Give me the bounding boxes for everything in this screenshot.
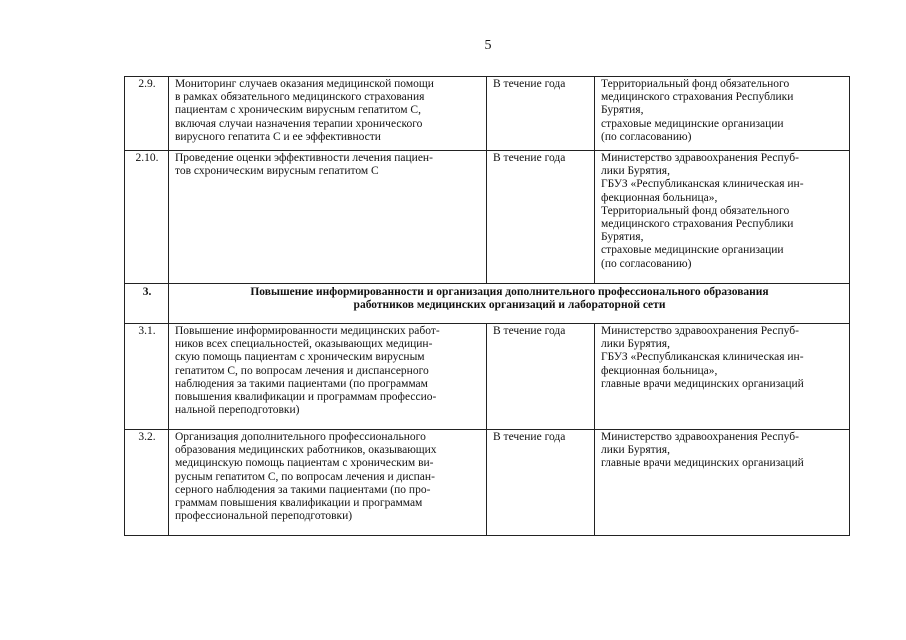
- item-responsible: Министерство здравоохранения Респуб- лики Бурятия, ГБУЗ «Республиканская клиническая ин- фекционная больница», главные врачи медицинских организаций: [595, 324, 850, 430]
- item-responsible: Министерство здравоохранения Респуб- лики Бурятия, главные врачи медицинских организаций: [595, 430, 850, 536]
- table-row: [125, 430, 850, 536]
- item-number: 2.9.: [125, 77, 169, 151]
- table-row: [125, 77, 850, 151]
- item-term: В течение года: [487, 151, 595, 284]
- section-header-row: [125, 284, 850, 324]
- item-action: Организация дополнительного профессионального образования медицинских работников, оказывающих медицинскую помощь пациентам с хроническим ви- русным гепатитом С, по вопросам лечения и диспан- серного наблюдения за такими пациентами (по про- граммам повышения квалификации и программам профессиональной переподготовки): [169, 430, 487, 536]
- item-action: Мониторинг случаев оказания медицинской помощи в рамках обязательного медицинского страхования пациентам с хроническим вирусным гепатитом С, включая случаи назначения терапии хронического вирусного гепатита С и ее эффективности: [169, 77, 487, 151]
- item-number: 2.10.: [125, 151, 169, 284]
- item-number: 3.1.: [125, 324, 169, 430]
- item-term: В течение года: [487, 430, 595, 536]
- section-number: 3.: [125, 284, 169, 324]
- action-plan-table: [124, 76, 850, 536]
- item-action: Повышение информированности медицинских работ- ников всех специальностей, оказывающих медицин- скую помощь пациентам с хроническим вирусным гепатитом С, по вопросам лечения и диспансерного наблюдения за такими пациентами (по программам повышения квалификации и программам профессио- нальной переподготовки): [169, 324, 487, 430]
- section-title: Повышение информированности и организация дополнительного профессионального образования работников медицинских организаций и лабораторной сети: [169, 284, 850, 324]
- item-term: В течение года: [487, 324, 595, 430]
- item-number: 3.2.: [125, 430, 169, 536]
- item-responsible: Территориальный фонд обязательного медицинского страхования Республики Бурятия, страховые медицинские организации (по согласованию): [595, 77, 850, 151]
- item-responsible: Министерство здравоохранения Респуб- лики Бурятия, ГБУЗ «Республиканская клиническая ин- фекционная больница», Территориальный фонд обязательного медицинского страхования Республики Бурятия, страховые медицинские организации (по согласованию): [595, 151, 850, 284]
- item-action: Проведение оценки эффективности лечения пациен- тов схроническим вирусным гепатитом С: [169, 151, 487, 284]
- page-number: 5: [484, 38, 492, 53]
- table-row: [125, 151, 850, 284]
- item-term: В течение года: [487, 77, 595, 151]
- table-row: [125, 324, 850, 430]
